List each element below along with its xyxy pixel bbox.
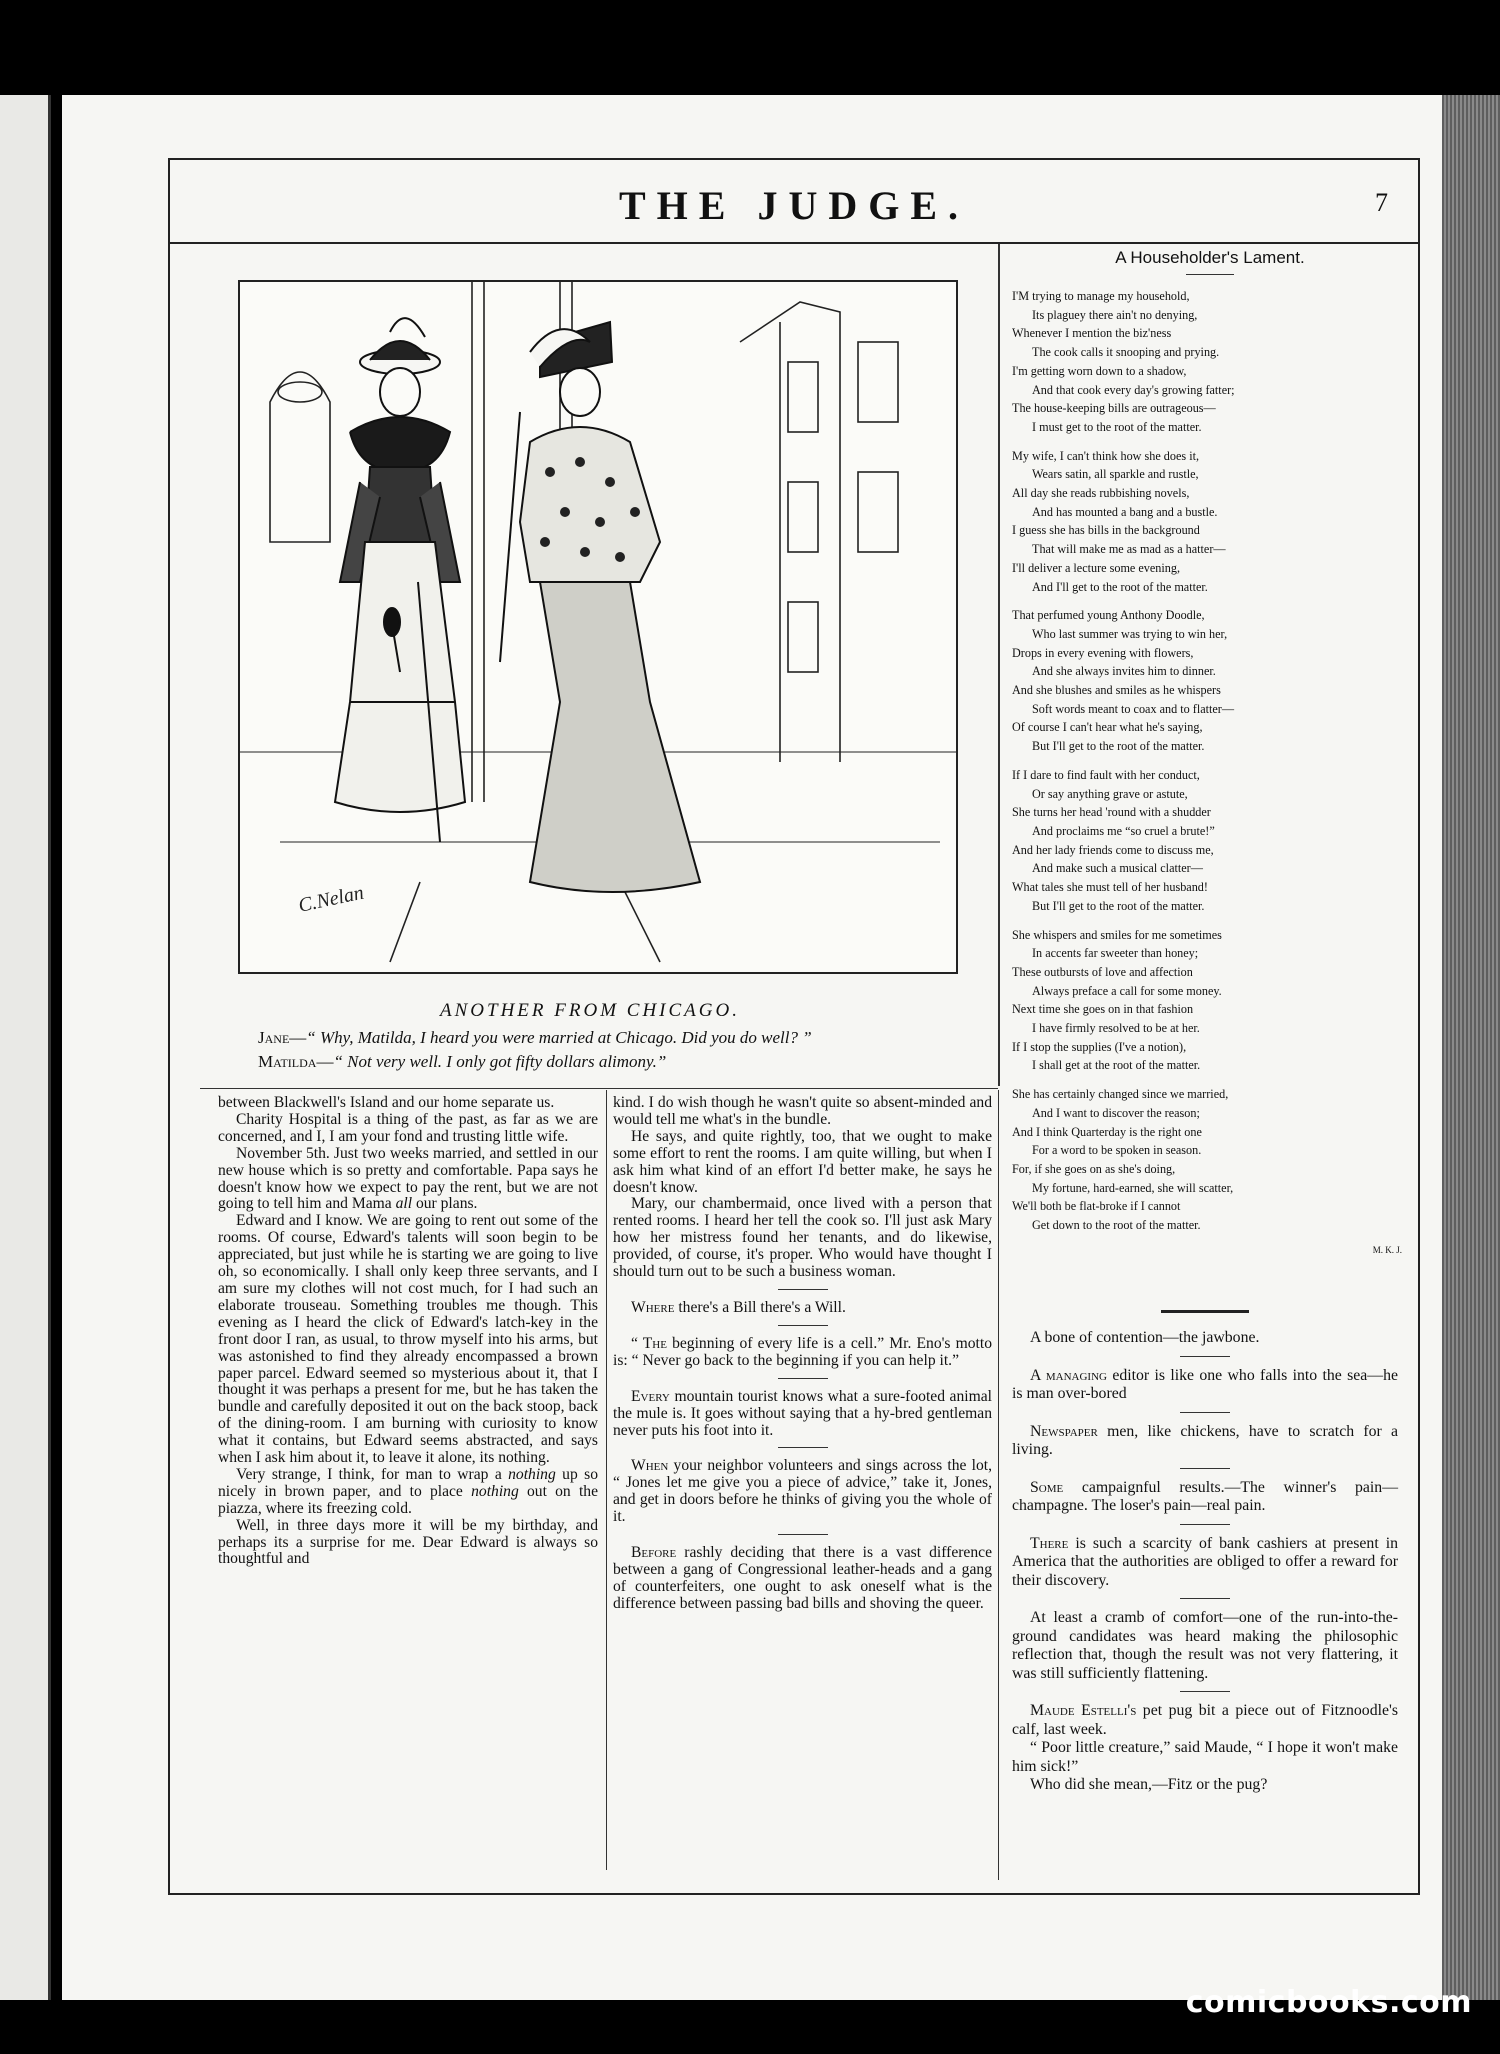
divider: [778, 1447, 828, 1448]
poem-line: She has certainly changed since we married,: [1012, 1087, 1229, 1102]
joke-item: Who did she mean,—Fitz or the pug?: [1030, 1776, 1268, 1793]
joke-item: [613, 1336, 992, 1370]
site-watermark: comicbooks.com: [1185, 1985, 1472, 2020]
speaker: Matilda—: [258, 1052, 334, 1071]
poem-line: Next time she goes on in that fashion: [1012, 1002, 1194, 1017]
text: pet pug bit a piece out of Fitznoodle's calf, last week.: [1012, 1702, 1398, 1738]
cartoon-drawing: [240, 282, 956, 972]
lead: Where: [631, 1298, 675, 1316]
poem-line: And make such a musical clatter—: [1032, 861, 1203, 876]
poem-line: Wears satin, all sparkle and rustle,: [1032, 467, 1199, 482]
divider: [1180, 1524, 1230, 1525]
lead: Newspaper: [1030, 1422, 1098, 1440]
joke-item: “ Poor little creature,” said Maude, “ I hope it won't make him sick!”: [1012, 1739, 1398, 1775]
lead: Maude Estelli's: [1030, 1702, 1137, 1719]
text: editor is like one who falls into the sea—he is man over-bored: [1012, 1366, 1399, 1402]
poem-signature: M. K. J.: [1372, 1244, 1402, 1255]
emphasis: nothing: [508, 1465, 556, 1483]
article-column-2: [613, 1095, 992, 1613]
text: mountain tourist knows what a sure-footed animal the mule is. It goes without saying that a hy-bred gentleman never puts his foot into it.: [613, 1387, 992, 1439]
joke-item: [613, 1458, 992, 1526]
joke-item: [1012, 1423, 1398, 1460]
joke-item: [613, 1545, 992, 1613]
divider: [1180, 1356, 1230, 1357]
poem-line: I have firmly resolved to be at her.: [1032, 1021, 1200, 1036]
paragraph: Edward and I know. We are going to rent out some of the rooms. Of course, Edward's talents will soon begin to be appreciated, but just while he is starting we are going to live oh, so economically. I shall only keep three servants, and I am sure my clothes will not cost much, for I had such an elaborate trouseau. Something troubles me though. This evening as I heard the click of Edward's latch-key in the front door I ran, as usual, to throw myself into his arms, but was astonished to find they already encompassed a brown paper parcel. Edward seemed so mysterious about it, that I thought it was perhaps a present for me, but he has taken the bundle and carefully deposited it out on the back stoop, back of the dining-room. I am burning with curiosity to know what it contains, but Edward seems abstracted, and says when I ask him about it, to leave it alone, its nothing.: [218, 1212, 598, 1467]
article-column-3: [1012, 1310, 1398, 1795]
divider: [1180, 1691, 1230, 1692]
lead: Every: [631, 1387, 670, 1405]
lead: “ The: [631, 1334, 667, 1352]
poem-line: We'll both be flat-broke if I cannot: [1012, 1199, 1181, 1214]
divider: [1186, 274, 1234, 275]
poem-line: Soft words meant to coax and to flatter—: [1032, 701, 1235, 716]
poem-line: The cook calls it snooping and prying.: [1032, 345, 1220, 360]
poem-line: And she always invites him to dinner.: [1032, 664, 1216, 679]
speech: “ Why, Matilda, I heard you were married at Chicago. Did you do well? ”: [306, 1028, 812, 1047]
divider: [1180, 1412, 1230, 1413]
poem-stanza: [1012, 926, 1408, 1076]
poem-line: Its plaguey there ain't no denying,: [1032, 307, 1198, 322]
joke-item: [1012, 1702, 1398, 1739]
cartoon-illustration: [238, 280, 958, 974]
poem-stanza: [1012, 287, 1408, 437]
poem-line: These outbursts of love and affection: [1012, 964, 1193, 979]
paragraph: kind. I do wish though he wasn't quite so absent-minded and would tell me what's in the bundle.: [613, 1094, 992, 1128]
poem-line: Of course I can't hear what he's saying,: [1012, 720, 1203, 735]
poem-stanza: [1012, 766, 1408, 916]
text: your neighbor volunteers and sings across the lot, “ Jones let me give you a piece of advice,” take it, Jones, and get in doors before he thinks of giving you the whole of it.: [613, 1457, 992, 1526]
poem-line: But I'll get to the root of the matter.: [1032, 739, 1205, 754]
paragraph: between Blackwell's Island and our home separate us.: [218, 1094, 555, 1111]
divider: [1180, 1468, 1230, 1469]
poem-stanza: [1012, 606, 1408, 756]
poem-line: If I dare to find fault with her conduct,: [1012, 767, 1200, 782]
column-rule: [998, 1090, 999, 1880]
poem-line: She turns her head 'round with a shudder: [1012, 805, 1211, 820]
poem-line: All day she reads rubbishing novels,: [1012, 486, 1190, 501]
poem: [1012, 248, 1408, 1255]
poem-line: I must get to the root of the matter.: [1032, 419, 1202, 434]
paragraph: Mary, our chambermaid, once lived with a person that rented rooms. I heard her tell the cook so. I'll just ask Mary how her mistress found her tenants, and do likewise, provided, of course, it's proper. Who would have thought I should turn out to be such a business woman.: [613, 1195, 992, 1281]
poem-line: In accents far sweeter than honey;: [1032, 946, 1199, 961]
poem-line: And proclaims me “so cruel a brute!”: [1032, 823, 1215, 838]
poem-line: I'll deliver a lecture some evening,: [1012, 560, 1181, 575]
divider: [1161, 1310, 1249, 1313]
figure-jane: [335, 318, 465, 842]
article-column-1: [218, 1095, 598, 1568]
poem-line: My fortune, hard-earned, she will scatter,: [1032, 1180, 1234, 1195]
text: Very strange, I think, for man to wrap a: [236, 1465, 502, 1483]
poem-body: [1012, 287, 1408, 1235]
emphasis: nothing: [471, 1482, 519, 1500]
joke-item: [1012, 1329, 1398, 1348]
poem-line: And I think Quarterday is the right one: [1012, 1124, 1202, 1139]
divider: [778, 1378, 828, 1379]
figure-matilda: [500, 322, 700, 892]
joke-item: [613, 1389, 992, 1440]
poem-line: I guess she has bills in the background: [1012, 523, 1200, 538]
text: our plans.: [415, 1195, 478, 1213]
joke-item: [1012, 1479, 1398, 1516]
divider: [1180, 1598, 1230, 1599]
caption-line-jane: [258, 1028, 812, 1048]
divider: [200, 1088, 998, 1089]
lead: When: [631, 1457, 669, 1475]
joke-item: [1012, 1535, 1398, 1591]
text: A bone of contention—the jawbone.: [1030, 1329, 1260, 1346]
artist-signature: C.Nelan: [296, 881, 366, 917]
masthead: THE JUDGE.: [618, 183, 970, 228]
page-number: 7: [1375, 188, 1388, 217]
cartoon-caption-title: ANOTHER FROM CHICAGO.: [440, 1000, 740, 1021]
text: men, like chickens, have to scratch for a living.: [1012, 1422, 1398, 1458]
divider: [778, 1289, 828, 1290]
text: November 5th. Just two weeks married, and settled in our new house which is so pretty and comfortable. Papa says he doesn't know how we expect to pay the rent, but we are not going to tell him and Mama: [218, 1144, 598, 1213]
poem-line: The house-keeping bills are outrageous—: [1012, 401, 1216, 416]
poem-line: I'M trying to manage my household,: [1012, 289, 1190, 303]
poem-line: I'm getting worn down to a shadow,: [1012, 363, 1187, 378]
caption-line-matilda: [258, 1052, 666, 1072]
page-header: [170, 160, 1418, 244]
joke-item: [1012, 1609, 1398, 1683]
speaker: Jane—: [258, 1028, 307, 1047]
poem-line: That will make me as mad as a hatter—: [1032, 542, 1226, 557]
poem-line: And that cook every day's growing fatter;: [1032, 382, 1235, 397]
poem-line: And her lady friends come to discuss me,: [1012, 842, 1214, 857]
speech: “ Not very well. I only got fifty dollars alimony.”: [333, 1052, 667, 1071]
text: out on the piazza, where its freezing cold.: [218, 1482, 599, 1517]
text: beginning of every life is a cell.” Mr. Eno's motto is: “ Never go back to the beginning if you can help it.”: [613, 1334, 992, 1369]
lead: Some: [1030, 1478, 1064, 1496]
divider: [778, 1325, 828, 1326]
poem-line: Who last summer was trying to win her,: [1032, 626, 1228, 641]
lead: A managing: [1030, 1366, 1107, 1384]
paragraph: Charity Hospital is a thing of the past, as far as we are concerned, and I, I am your fond and trusting little wife.: [218, 1110, 598, 1145]
column-rule: [998, 244, 1000, 1086]
poem-line: Always preface a call for some money.: [1032, 983, 1222, 998]
text: is such a scarcity of bank cashiers at present in America that the authorities are obliged to offer a reward for their discovery.: [1012, 1534, 1398, 1589]
poem-line: My wife, I can't think how she does it,: [1012, 448, 1200, 463]
text: there's a Bill there's a Will.: [674, 1298, 846, 1316]
joke-item: [1012, 1367, 1398, 1404]
poem-line: Drops in every evening with flowers,: [1012, 645, 1194, 660]
poem-line: She whispers and smiles for me sometimes: [1012, 927, 1222, 942]
poem-line: And I'll get to the root of the matter.: [1032, 579, 1208, 594]
joke-item: [613, 1300, 992, 1317]
paragraph: He says, and quite rightly, too, that we ought to make some effort to rent the rooms. I am quite willing, but when I ask him what kind of an effort I'd better make, he says he doesn't know.: [613, 1127, 992, 1196]
paragraph: [218, 1467, 598, 1518]
lead: Before: [631, 1544, 677, 1562]
poem-stanza: [1012, 447, 1408, 597]
poem-title: A Householder's Lament.: [1115, 248, 1305, 267]
text: rashly deciding that there is a vast difference between a gang of Congressional leather-heads and a gang of counterfeiters, one ought to ask oneself what is the difference between passing bad bills and shoving the queer.: [613, 1544, 992, 1612]
short-items: [1012, 1329, 1398, 1683]
book-page-edges: [1442, 95, 1500, 2000]
poem-line: For a word to be spoken in season.: [1032, 1143, 1202, 1158]
paragraph: [218, 1146, 598, 1214]
column-rule: [606, 1090, 607, 1870]
paragraph: Well, in three days more it will be my birthday, and perhaps its a surprise for me. Dear Edward is always so thoughtful and: [218, 1516, 598, 1568]
poem-line: If I stop the supplies (I've a notion),: [1012, 1039, 1187, 1054]
poem-line: And she blushes and smiles as he whispers: [1012, 683, 1221, 698]
poem-line: But I'll get to the root of the matter.: [1032, 898, 1205, 913]
text: up so nicely in brown paper, and to place: [218, 1465, 598, 1500]
poem-line: That perfumed young Anthony Doodle,: [1012, 608, 1205, 623]
text: At least a cramb of comfort—one of the run-into-the-ground candidates was heard making the philosophic reflection that, though the result was not very flattering, it was still sufficiently flattening.: [1012, 1609, 1398, 1682]
page-frame: [168, 158, 1420, 1895]
poem-line: Whenever I mention the biz'ness: [1012, 326, 1172, 341]
emphasis: all: [395, 1195, 413, 1213]
poem-stanza: [1012, 1085, 1408, 1235]
lead: There: [1030, 1534, 1069, 1552]
poem-line: I shall get at the root of the matter.: [1032, 1058, 1201, 1073]
poem-line: For, if she goes on as she's doing,: [1012, 1161, 1176, 1176]
left-page-edge: [0, 95, 51, 2000]
poem-line: What tales she must tell of her husband!: [1012, 880, 1208, 895]
poem-line: And I want to discover the reason;: [1032, 1105, 1200, 1120]
text: campaignful results.—The winner's pain—champagne. The loser's pain—real pain.: [1012, 1478, 1398, 1514]
poem-line: Get down to the root of the matter.: [1032, 1218, 1201, 1233]
divider: [778, 1534, 828, 1535]
poem-line: And has mounted a bang and a bustle.: [1032, 504, 1218, 519]
poem-line: Or say anything grave or astute,: [1032, 786, 1188, 801]
short-items: [613, 1289, 992, 1613]
